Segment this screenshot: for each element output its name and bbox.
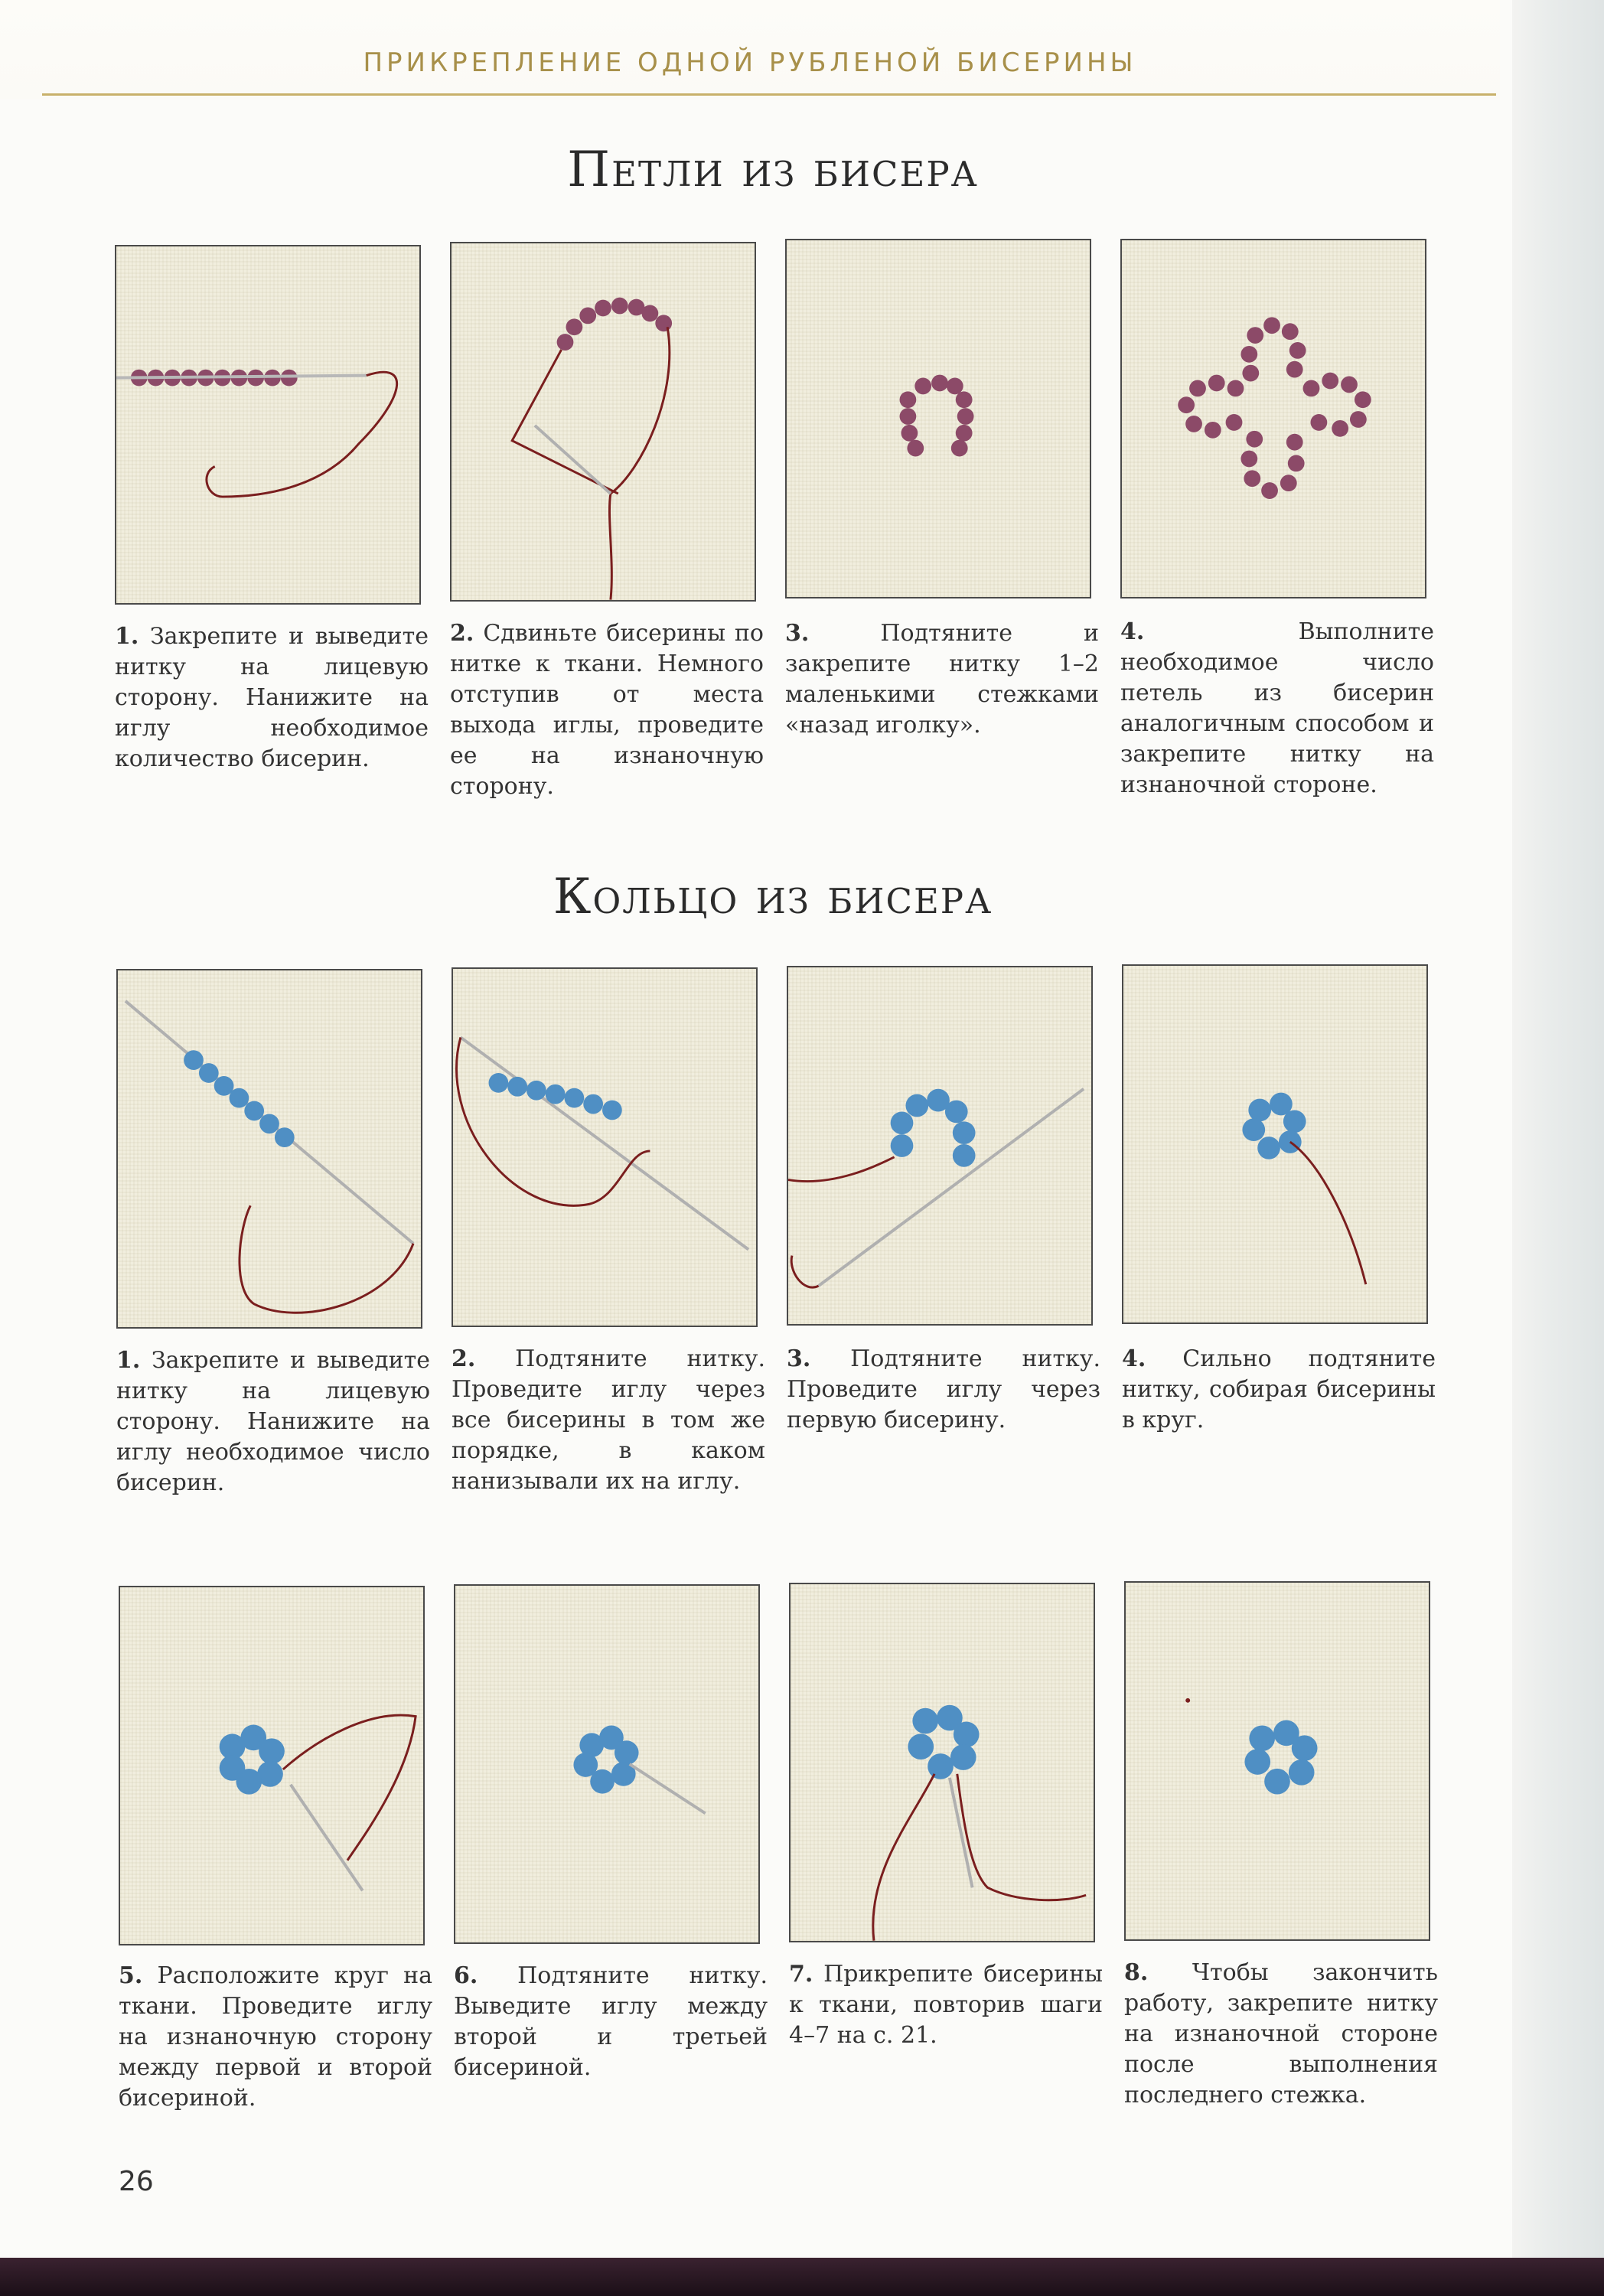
ring-caption-6: 6. Подтяните нитку. Выведите иглу между второй и третьей бисериной.: [454, 1962, 768, 2081]
ring-caption-8: 8. Чтобы закончить работу, закрепите нитку на изнаночной стороне после выполнения последнего стежка.: [1124, 1959, 1438, 2108]
ring-caption-2: 2. Подтяните нитку. Проведите иглу через все бисерины в том же порядке, в каком нанизывали их на иглу.: [452, 1345, 765, 1495]
section-title-ring: Кольцо из бисера: [553, 869, 993, 925]
ring-caption-3: 3. Подтяните нитку. Проведите иглу через первую бисерину.: [787, 1345, 1100, 1433]
ring-caption-7: 7. Прикрепите бисерины к ткани, повторив шаги 4–7 на с. 21.: [789, 1961, 1103, 2049]
ring-caption-1: 1. Закрепите и выведите нитку на лицевую сторону. Нанижите на иглу необходимое число бисерин.: [116, 1347, 430, 1496]
loops-caption-2: 2. Сдвиньте бисерины по нитке к ткани. Немного отступив от места выхода иглы, проведите ее на изнаночную сторону.: [450, 620, 764, 800]
ring-photo-4: [1122, 964, 1428, 1324]
loops-photo-1: [115, 245, 421, 605]
ring-photo-3: [787, 966, 1093, 1326]
page-number: 26: [119, 2166, 154, 2197]
loops-photo-2: [450, 242, 756, 602]
ring-photo-2: [452, 967, 758, 1327]
ring-caption-4: 4. Сильно подтяните нитку, собирая бисерины в круг.: [1122, 1345, 1436, 1433]
loops-caption-3: 3. Подтяните и закрепите нитку 1–2 маленькими стежками «назад иголку».: [785, 620, 1099, 739]
loops-caption-4: 4. Выполните необходимое число петель из бисерин аналогичным способом и закрепите нитку на изнаночной стороне.: [1120, 618, 1434, 798]
ring-photo-6: [454, 1584, 760, 1944]
section-title-loops: Петли из бисера: [567, 142, 979, 198]
ring-caption-5: 5. Расположите круг на ткани. Проведите иглу на изнаночную сторону между первой и второй бисериной.: [119, 1962, 432, 2112]
book-spine: [1512, 0, 1604, 2296]
loops-photo-4: [1120, 239, 1426, 598]
ring-photo-8: [1124, 1581, 1430, 1941]
page-bottom-edge: [0, 2258, 1604, 2296]
loops-caption-1: 1. Закрепите и выведите нитку на лицевую сторону. Нанижите на иглу необходимое количество бисерин.: [115, 623, 429, 772]
ring-photo-7: [789, 1583, 1095, 1942]
header-rule: [42, 93, 1496, 96]
ring-photo-1: [116, 969, 422, 1329]
running-head: ПРИКРЕПЛЕНИЕ ОДНОЙ РУБЛЕНОЙ БИСЕРИНЫ: [363, 47, 1137, 78]
ring-photo-5: [119, 1586, 425, 1945]
loops-photo-3: [785, 239, 1091, 598]
